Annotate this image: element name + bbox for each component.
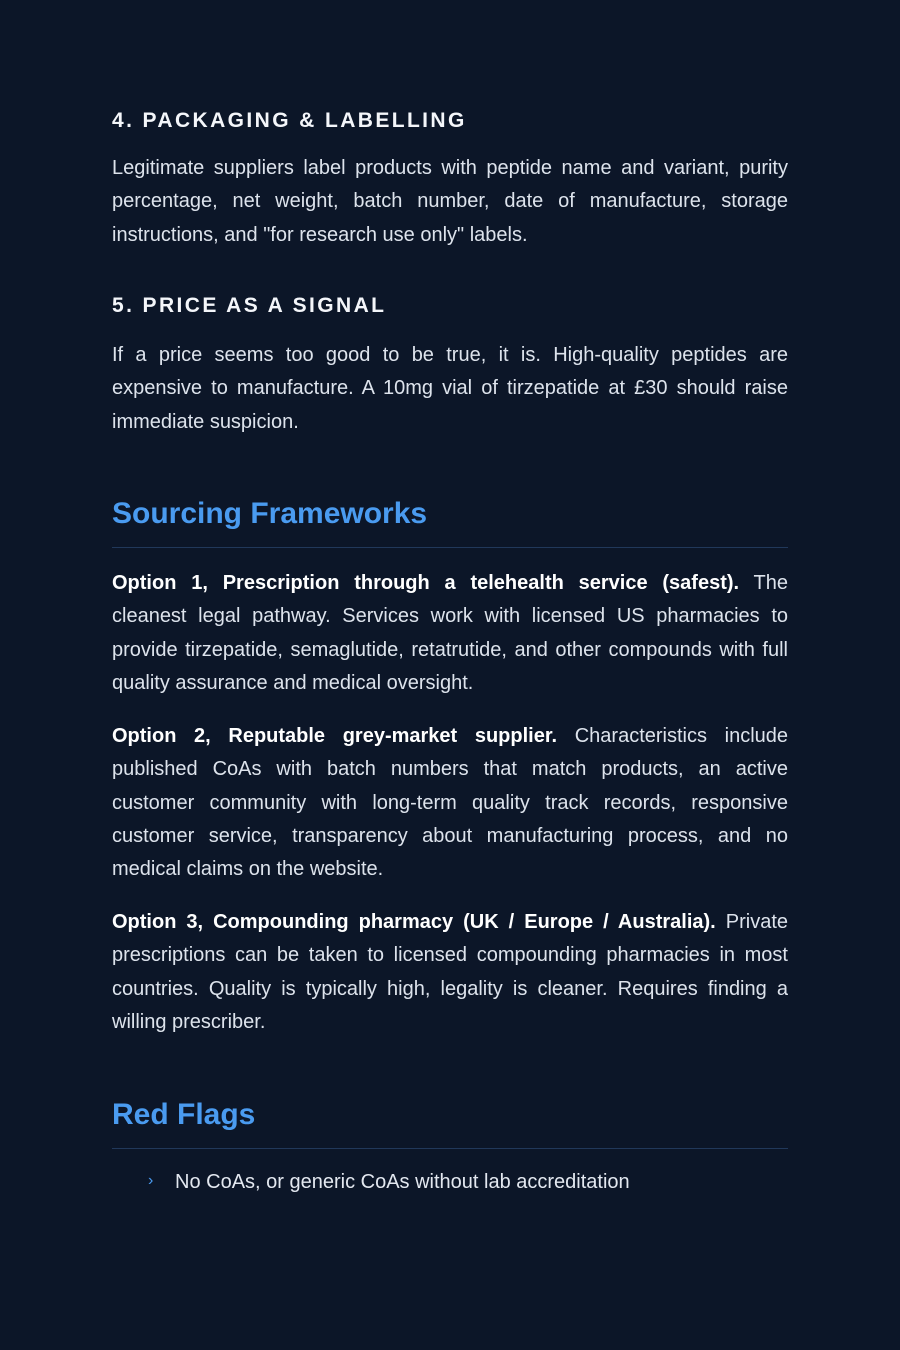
sourcing-option-3-text: Private prescriptions can be taken to licensed compounding pharmacies in most countries. Quality is typically high, legality is cleaner. Requires finding a willing prescriber. — [112, 911, 788, 1033]
packaging-body: Legitimate suppliers label products with peptide name and variant, purity percentage, net weight, batch number, date of manufacture, storage instructions, and "for research use only" labels. — [112, 157, 788, 246]
sourcing-divider — [112, 547, 788, 548]
chevron-right-icon: › — [148, 1172, 154, 1189]
sourcing-option-1-text: The cleanest legal pathway. Services work with licensed US pharmacies to provide tirzepatide, semaglutide, retatrutide, and other compounds with full quality assurance and medical oversight. — [112, 572, 788, 694]
price-body: If a price seems too good to be true, it is. High-quality peptides are expensive to manufacture. A 10mg vial of tirzepatide at £30 should raise immediate suspicion. — [112, 344, 788, 433]
sourcing-frameworks-title: Sourcing Frameworks — [112, 497, 428, 530]
red-flag-item-text: No CoAs, or generic CoAs without lab accreditation — [175, 1171, 630, 1193]
sourcing-option-2 — [112, 720, 788, 886]
red-flags-title: Red Flags — [112, 1098, 256, 1131]
price-heading: 5. PRICE AS A SIGNAL — [112, 294, 387, 317]
sourcing-option-3 — [112, 906, 788, 1039]
sourcing-option-3-lead: Option 3, Compounding pharmacy (UK / Europe / Australia). — [112, 911, 716, 933]
sourcing-option-1-lead: Option 1, Prescription through a telehealth service (safest). — [112, 572, 740, 594]
sourcing-option-2-lead: Option 2, Reputable grey-market supplier. — [112, 725, 558, 747]
sourcing-option-1 — [112, 567, 788, 700]
red-flag-item — [112, 1168, 788, 1196]
red-flags-divider — [112, 1148, 788, 1149]
packaging-heading: 4. PACKAGING & LABELLING — [112, 109, 467, 132]
sourcing-option-2-text: Characteristics include published CoAs with batch numbers that match products, an active customer community with long-term quality track records, responsive customer service, transparency about manufacturing process, and no medical claims on the website. — [112, 725, 789, 881]
